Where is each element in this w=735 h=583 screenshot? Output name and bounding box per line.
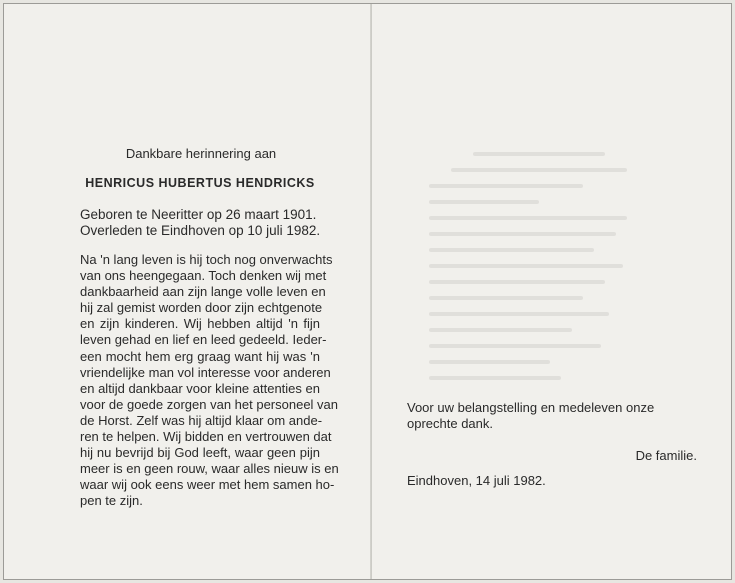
card-fold xyxy=(370,4,372,579)
memorial-text-line: de Horst. Zelf was hij altijd klaar om ande- xyxy=(80,412,323,428)
deceased-name: HENRICUS HUBERTUS HENDRICKS xyxy=(85,176,315,190)
memorial-text-line: voor de goede zorgen van het personeel van xyxy=(80,396,339,412)
memorial-text-line: hij zal gemist worden door zijn echtgenote xyxy=(80,300,323,316)
memorial-text-line: waar wij ook eens weer met hem samen ho- xyxy=(80,477,335,493)
memorial-text-line: ren te helpen. Wij bidden en vertrouwen dat xyxy=(80,429,332,445)
life-dates xyxy=(80,207,320,239)
thanks-line: oprechte dank. xyxy=(407,416,494,431)
thanks-line: Voor uw belangstelling en medeleven onze xyxy=(407,400,655,415)
family-signature: De familie. xyxy=(635,448,697,463)
memorial-text-line: hij nu bevrijd bij God leeft, waar geen pijn xyxy=(80,445,320,461)
memorial-text-line: vriendelijke man vol interesse voor anderen xyxy=(80,364,331,380)
memorial-text-line: dankbaarheid aan zijn lange volle leven en xyxy=(80,284,326,300)
memorial-text-line: meer is en geen rouw, waar alles nieuw is en xyxy=(80,461,339,477)
intro-text: Dankbare herinnering aan xyxy=(125,146,277,161)
memorial-text-line: pen te zijn. xyxy=(80,493,143,509)
death-line: Overleden te Eindhoven op 10 juli 1982. xyxy=(80,223,321,238)
memorial-text-line: van ons heengegaan. Toch denken wij met xyxy=(80,268,327,284)
memorial-text-line: en altijd dankbaar voor kleine attenties en xyxy=(80,380,320,396)
birth-line: Geboren te Neeritter op 26 maart 1901. xyxy=(80,207,317,222)
memorial-text-line: en zijn kinderen. Wij hebben altijd 'n fijn xyxy=(80,316,320,332)
memorial-text-line: een mocht hem erg graag want hij was 'n xyxy=(80,348,320,364)
memorial-text xyxy=(80,252,339,510)
memorial-text-line: leven gehad en lief en leed gedeeld. Ieder- xyxy=(80,332,327,348)
place-date: Eindhoven, 14 juli 1982. xyxy=(407,473,546,488)
thanks-text xyxy=(407,400,702,432)
memorial-text-line: Na 'n lang leven is hij toch nog onverwachts xyxy=(80,252,333,267)
